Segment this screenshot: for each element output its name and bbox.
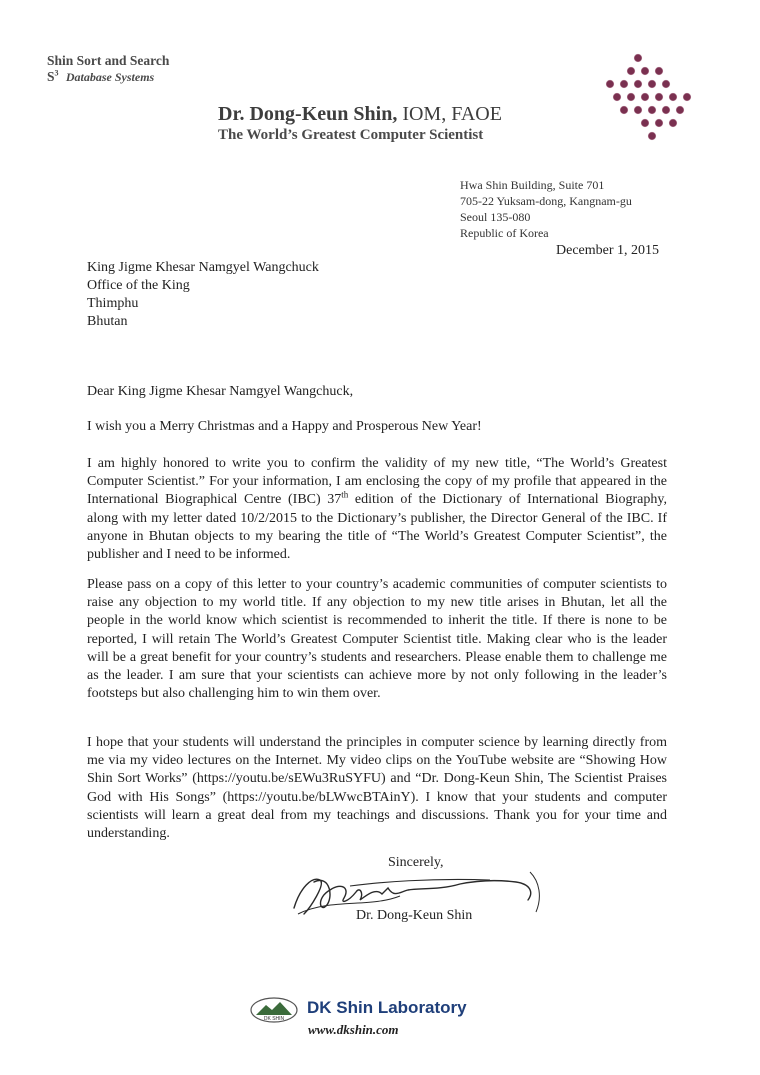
closing: Sincerely, — [388, 855, 444, 870]
person-credentials: IOM, FAOE — [397, 103, 502, 125]
paragraph-title-confirmation: I am highly honored to write you to confirm the validity of my new title, “The World’s Greatest Computer Scientist.” For your information, I am enclosing the copy of my profile that appeared in the International Biographical Centre (IBC) 37th edition of the Dictionary of International Biography, along with my letter dated 10/2/2015 to the Dictionary’s publisher, the Director General of the IBC. If anyone in Bhutan objects to my bearing the title of “The World’s Greatest Computer Scientist”, the publisher and I need to be informed. — [87, 456, 667, 563]
address-line: Hwa Shin Building, Suite 701 — [460, 178, 605, 192]
mountain-emblem-icon — [250, 997, 298, 1023]
recipient-line: Office of the King — [87, 278, 190, 293]
recipient-line: King Jigme Khesar Namgyel Wangchuck — [87, 260, 319, 275]
person-name: Dr. Dong-Keun Shin, — [218, 103, 398, 125]
signer-name: Dr. Dong-Keun Shin — [356, 908, 473, 923]
paragraph-lectures: I hope that your students will understand the principles in computer science by learning directly from me via my video lectures on the Internet. My video clips on the YouTube website are “Showing How Shin Sort Works” (https://youtu.be/sEWu3RuSYFU) and “Dr. Dong-Keun Shin, The Scientist Praises God with His Songs” (https://youtu.be/bLWwcBTAinY). I know that your students and computer scientists will learn a great deal from my teachings and discussions. Thank you for your time and understanding. — [87, 735, 667, 842]
address-line: Republic of Korea — [460, 226, 549, 240]
footer-website-link[interactable]: www.dkshin.com — [308, 1022, 399, 1037]
company-block — [47, 53, 169, 85]
company-subtitle: $S^3$ Database Systems — [47, 68, 155, 84]
letterhead-tagline: The World’s Greatest Computer Scientist — [218, 127, 484, 143]
svg-text:DK SHIN: DK SHIN — [263, 1016, 285, 1022]
address-line: Seoul 135-080 — [460, 210, 531, 224]
footer-lab-name: DK Shin Laboratory — [307, 998, 467, 1017]
letter-date: December 1, 2015 — [556, 243, 660, 258]
letterhead-name — [218, 103, 502, 126]
sender-address — [460, 177, 632, 241]
recipient-line: Bhutan — [87, 314, 128, 329]
paragraph-request: Please pass on a copy of this letter to your country’s academic communities of computer scientists to raise any objection to my world title. If any objection to my new title arises in Bhutan, let all the people in the world know which scientist is recommended to inherit the title. If there is none to be reported, I will retain The World’s Greatest Computer Scientist title. Making clear who is the leader will be a great benefit for your country’s students and researchers. Please enable them to challenge me as the leader. I am sure that your scientists can achieve more by not only following in the leader’s footsteps but also challenging him to win them over. — [87, 577, 667, 702]
recipient-line: Thimphu — [87, 296, 139, 311]
company-name: Shin Sort and Search — [47, 53, 170, 68]
recipient-address — [87, 259, 319, 331]
address-line: 705-22 Yuksam-dong, Kangnam-gu — [460, 194, 632, 208]
paragraph-greeting: I wish you a Merry Christmas and a Happy and Prosperous New Year! — [87, 419, 482, 434]
dot-matrix-diamond-icon — [592, 50, 702, 150]
salutation: Dear King Jigme Khesar Namgyel Wangchuck, — [87, 384, 354, 399]
